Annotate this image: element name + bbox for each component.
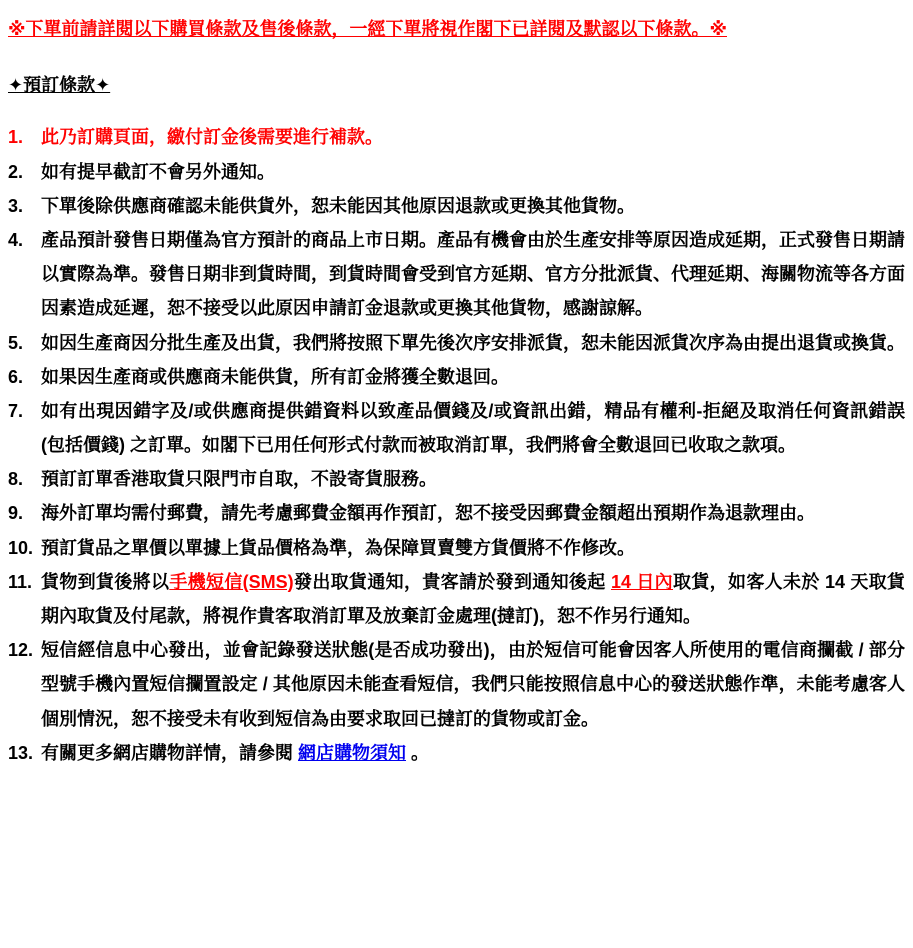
term-item-7 — [8, 394, 905, 462]
term-text-segment: 如有提早截訂不會另外通知。 — [41, 161, 275, 182]
page-title: ※下單前請詳閱以下購買條款及售後條款，一經下單將視作閣下已詳閱及默認以下條款。※ — [8, 19, 727, 39]
term-number: 11. — [8, 571, 33, 592]
term-number: 13. — [8, 742, 34, 763]
term-text-segment: 預訂貨品之單價以單據上貨品價格為準，為保障買賣雙方貨價將不作修改。 — [41, 537, 635, 558]
term-number: 10. — [8, 537, 34, 558]
terms-list — [8, 120, 905, 770]
term-text-segment: 貨物到貨後將以 — [41, 571, 170, 592]
term-text-segment: 如果因生產商或供應商未能供貨，所有訂金將獲全數退回。 — [41, 366, 509, 387]
term-number: 6. — [8, 366, 24, 387]
term-number: 9. — [8, 503, 24, 524]
term-number: 7. — [8, 400, 24, 421]
term-text-segment: 。 — [406, 742, 430, 763]
term-text-segment: 如有出現因錯字及/或供應商提供錯資料以致產品價錢及/或資訊出錯，精品有權利-拒絕及取消任何資訊錯誤(包括價錢) 之訂單。如閣下已用任何形式付款而被取消訂單，我們將會全數退回已收取之款項。 — [41, 400, 905, 456]
section-header-preorder-terms: ✦預訂條款✦ — [8, 75, 111, 96]
term-text-segment: 取貨，如客人未於 14 天取貨期內取貨及付尾款，將視作貴客取消訂單及放棄訂金處理(撻訂)，恕不作另行通知。 — [41, 571, 906, 626]
term-item-8 — [8, 462, 905, 496]
term-text — [41, 496, 905, 530]
term-text-emphasis: 手機短信(SMS) — [169, 571, 294, 592]
term-text — [41, 394, 905, 462]
term-number: 2. — [8, 161, 24, 182]
term-item-10 — [8, 531, 905, 565]
term-item-6 — [8, 360, 905, 394]
term-text — [41, 360, 905, 394]
term-text — [41, 120, 905, 154]
term-item-4 — [8, 223, 905, 326]
term-text-segment: 下單後除供應商確認未能供貨外，恕未能因其他原因退款或更換其他貨物。 — [41, 195, 635, 216]
term-text-segment: 有關更多網店購物詳情，請參閱 — [41, 742, 298, 763]
term-item-12 — [8, 633, 905, 736]
term-text-segment: 產品預計發售日期僅為官方預計的商品上市日期。產品有機會由於生產安排等原因造成延期，正式發售日期請以實際為準。發售日期非到貨時間，到貨時間會受到官方延期、官方分批派貨、代理延期、海關物流等各方面因素造成延遲，恕不接受以此原因申請訂金退款或更換其他貨物，感謝諒解。 — [41, 229, 905, 319]
term-text — [41, 633, 905, 736]
shop-guide-link[interactable]: 網店購物須知 — [298, 742, 406, 763]
term-item-11 — [8, 565, 905, 633]
term-text — [41, 326, 905, 360]
term-text — [41, 155, 905, 189]
term-text-segment: 預訂訂單香港取貨只限門市自取，不設寄貨服務。 — [41, 469, 437, 490]
term-number: 1. — [8, 127, 24, 148]
term-text — [41, 565, 905, 633]
term-text-segment: 發出取貨通知，貴客請於發到通知後起 — [293, 571, 611, 592]
term-item-5 — [8, 326, 905, 360]
term-text-segment: 如因生產商因分批生產及出貨，我們將按照下單先後次序安排派貨，恕未能因派貨次序為由提出退貨或換貨。 — [41, 332, 905, 353]
term-item-1 — [8, 120, 905, 154]
term-item-3 — [8, 189, 905, 223]
term-text — [41, 223, 905, 326]
term-text — [41, 189, 905, 223]
term-text-emphasis: 14 日內 — [610, 571, 673, 592]
term-number: 8. — [8, 469, 24, 490]
term-number: 4. — [8, 229, 24, 250]
term-number: 5. — [8, 332, 24, 353]
term-text-segment: 短信經信息中心發出，並會記錄發送狀態(是否成功發出)，由於短信可能會因客人所使用的電信商攔截 / 部分型號手機內置短信攔置設定 / 其他原因未能查看短信，我們只能按照信息中心的發送狀態作準，未能考慮客人個別情況，恕不接受未有收到短信為由要求取回已撻訂的貨物或訂金。 — [41, 640, 905, 729]
term-number: 3. — [8, 195, 24, 216]
term-item-2 — [8, 155, 905, 189]
term-text — [41, 531, 905, 565]
term-text — [41, 736, 905, 770]
term-item-13 — [8, 736, 905, 770]
term-number: 12. — [8, 640, 34, 661]
term-text — [41, 462, 905, 496]
term-text-segment: 海外訂單均需付郵費，請先考慮郵費金額再作預訂，恕不接受因郵費金額超出預期作為退款理由。 — [41, 503, 815, 524]
term-item-9 — [8, 496, 905, 530]
term-text-emphasis: 此乃訂購頁面，繳付訂金後需要進行補款。 — [41, 127, 383, 148]
